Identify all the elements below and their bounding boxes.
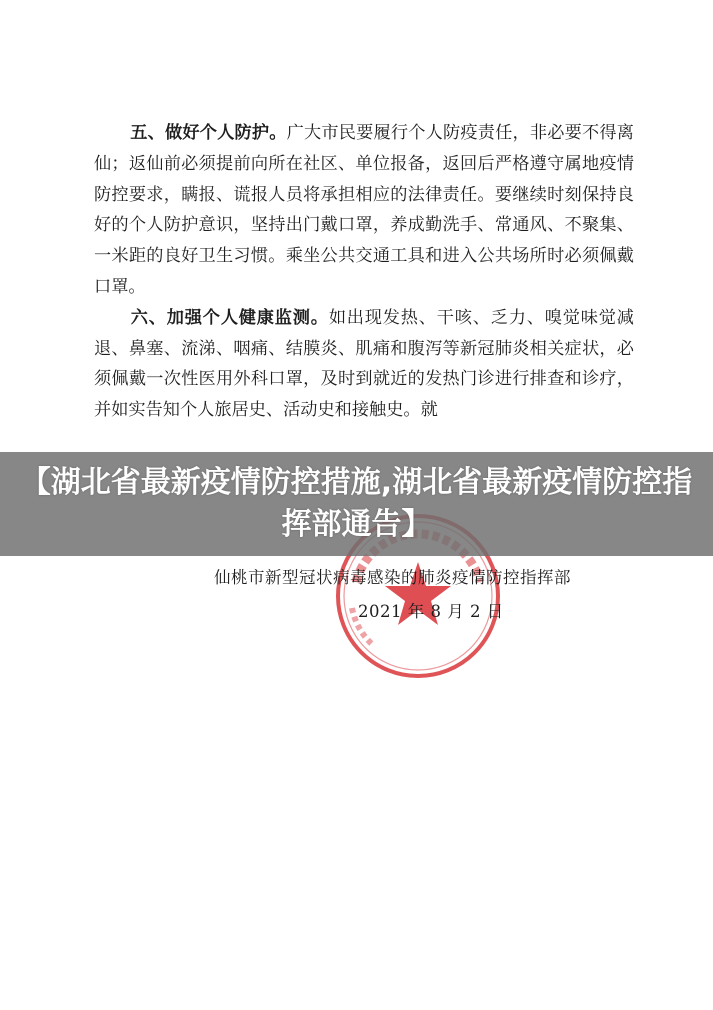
paragraph-5-body: 广大市民要履行个人防疫责任，非必要不得离仙；返仙前必须提前向所在社区、单位报备，返回后严格遵守属地疫情防控要求，瞒报、谎报人员将承担相应的法律责任。要继续时刻保持良好的个人防护意识，坚持出门戴口罩，养成勤洗手、常通风、不聚集、一米距的良好卫生习惯。乘坐公共交通工具和进入公共场所时必须佩戴口罩。 <box>94 123 634 297</box>
issuing-authority: 仙桃市新型冠状病毒感染的肺炎疫情防控指挥部 <box>214 568 571 587</box>
banner-title: 【湖北省最新疫情防控措施,湖北省最新疫情防控指挥部通告】 <box>20 465 693 542</box>
paragraph-6 <box>94 303 634 426</box>
issue-date: 2021 年 8 月 2 日 <box>358 602 504 621</box>
title-banner <box>0 452 713 556</box>
paragraph-6-heading: 六、加强个人健康监测。 <box>130 307 329 328</box>
paragraph-5 <box>94 118 634 303</box>
paragraph-5-heading: 五、做好个人防护。 <box>130 123 287 143</box>
paragraph-6-body: 如出现发热、干咳、乏力、嗅觉味觉减退、鼻塞、流涕、咽痛、结膜炎、肌痛和腹泻等新冠肺炎相关症状，必须佩戴一次性医用外科口罩，及时到就近的发热门诊进行排查和诊疗，并如实告知个人旅居史、活动史和接触史。就 <box>94 307 634 421</box>
document-body <box>94 118 634 426</box>
